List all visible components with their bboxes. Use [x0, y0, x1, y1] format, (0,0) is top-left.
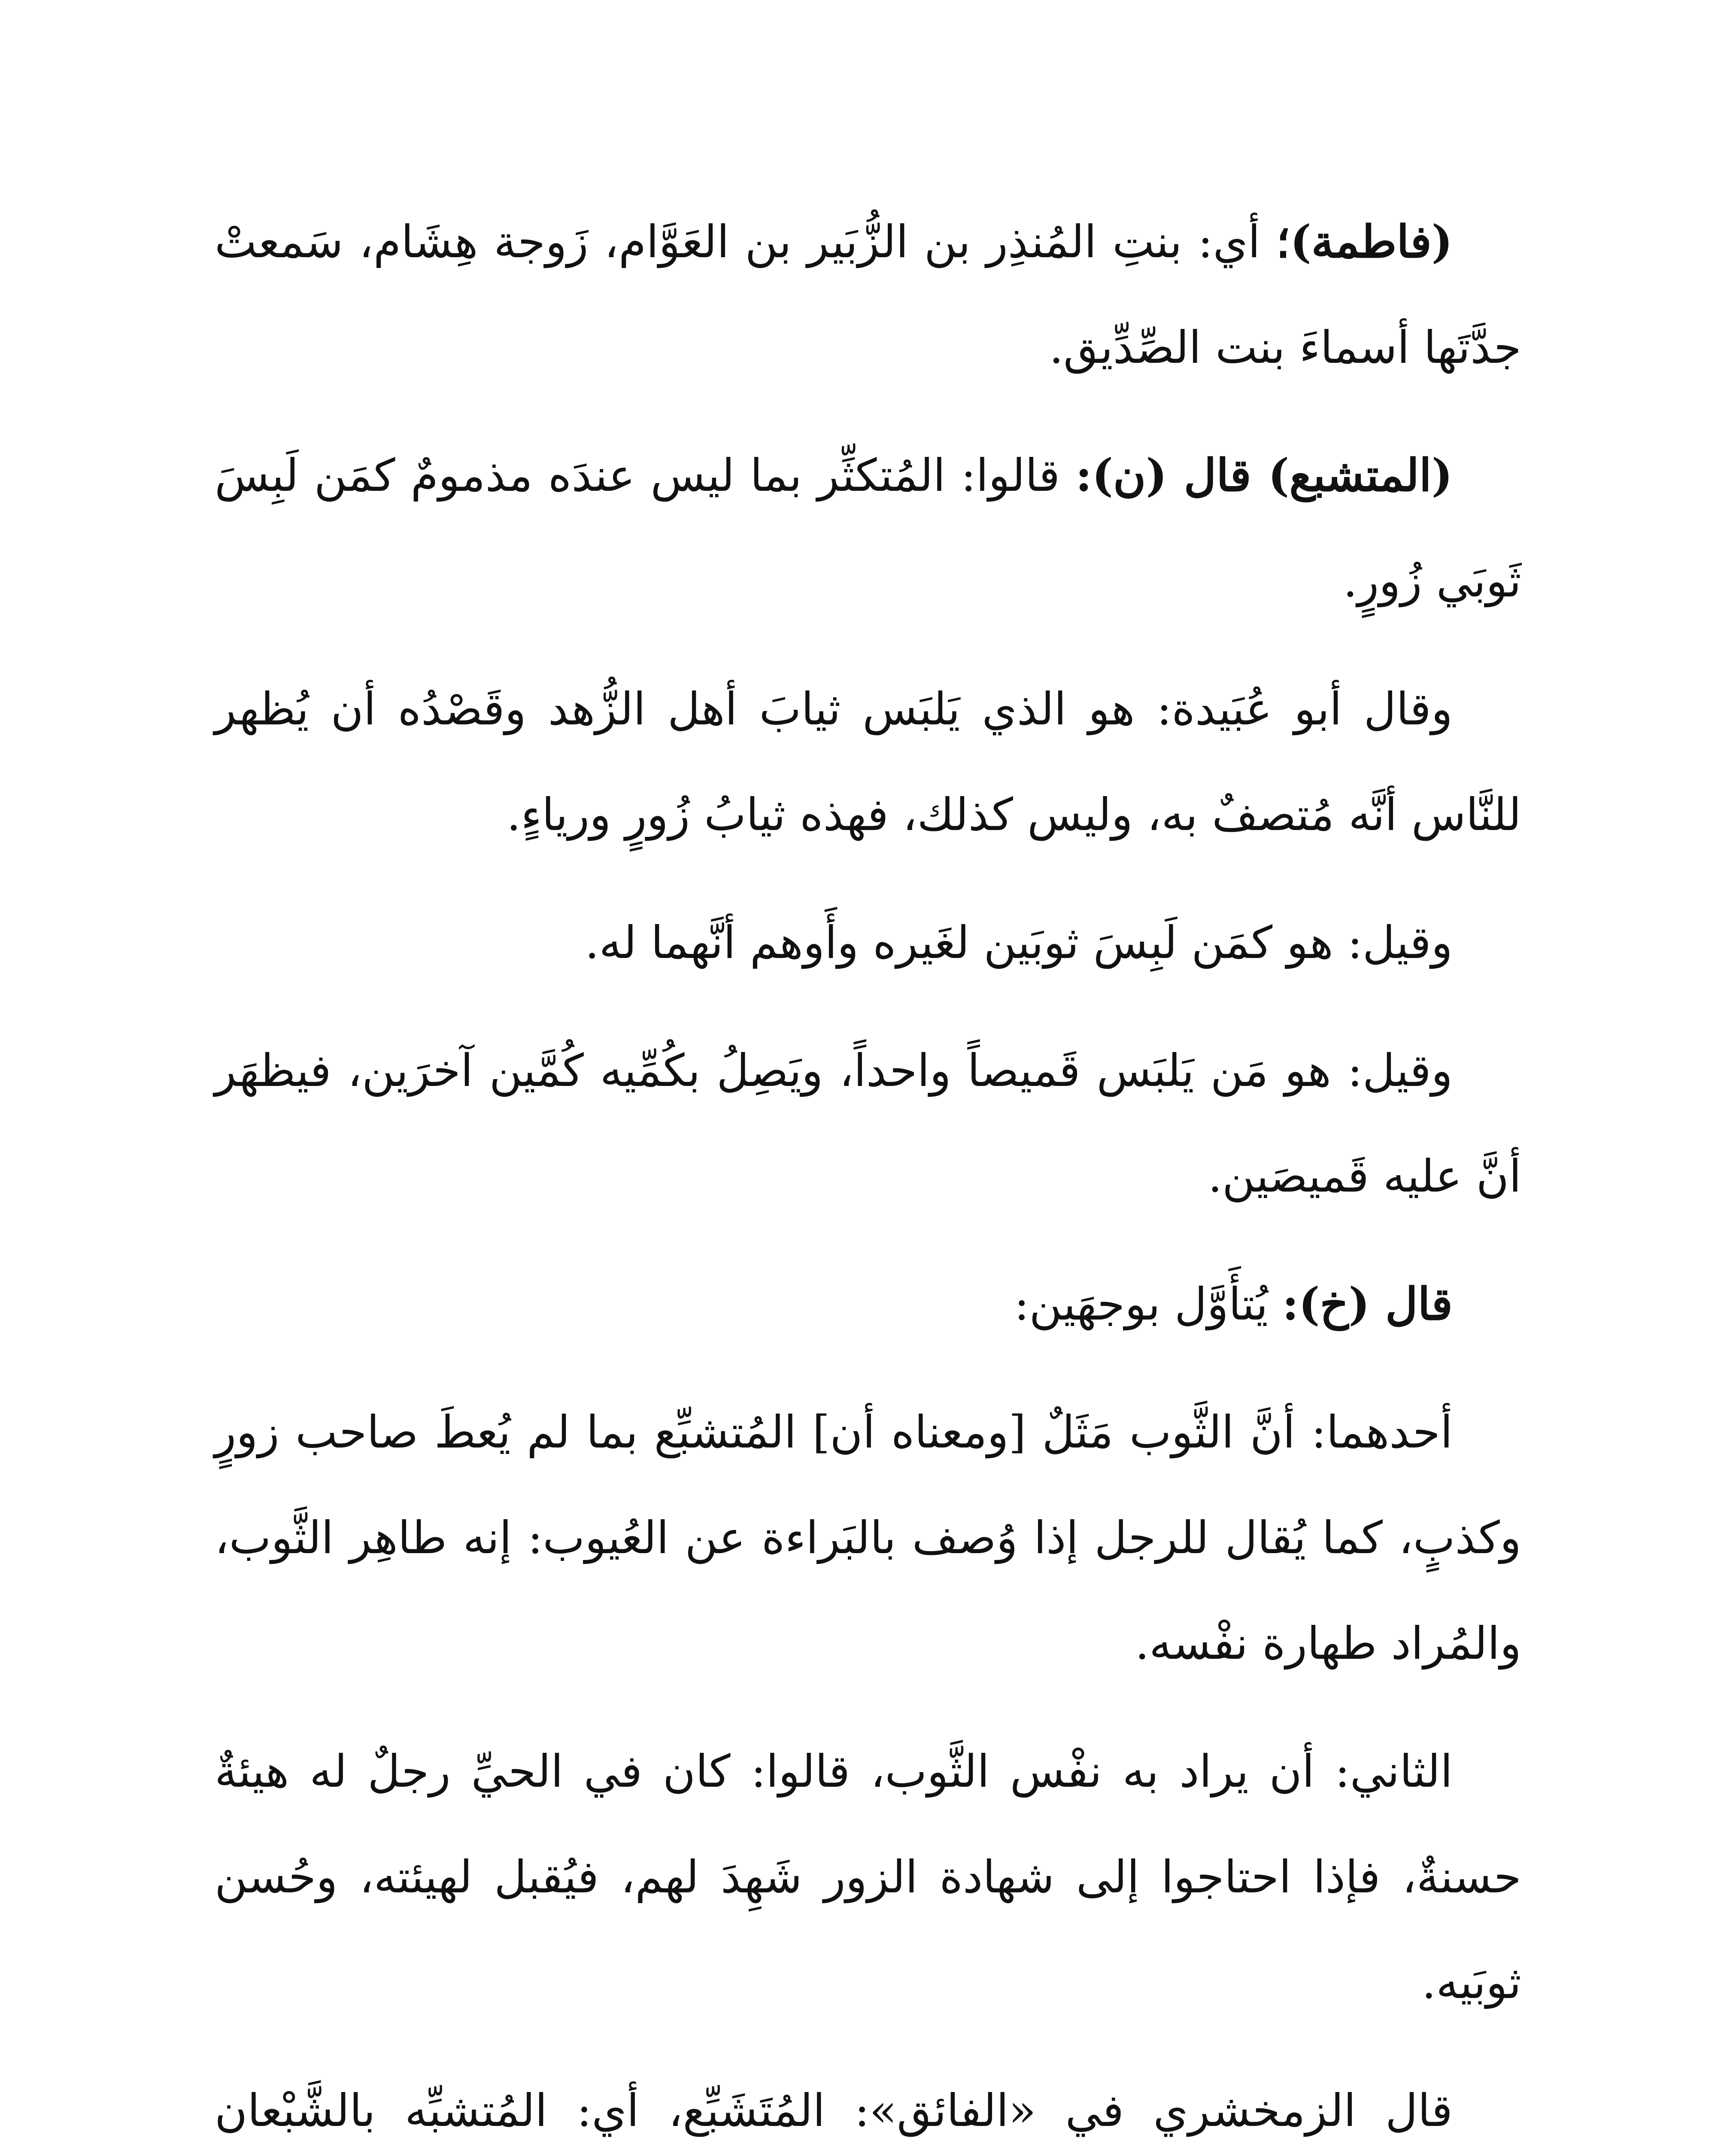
term-fatima: (فاطمة)؛: [1276, 215, 1453, 268]
paragraph-text: قالوا: المُتكثِّر بما ليس عندَه مذمومٌ كمَن لَبِسَ ثَوبَي زُورٍ.: [215, 449, 1521, 607]
paragraph-text: الثاني: أن يراد به نفْس الثَّوب، قالوا: كان في الحيِّ رجلٌ له هيئةٌ حسنةٌ، فإذا احتاجوا إلى شهادة الزور شَهِدَ لهم، فيُقبل لهيئته، وحُسن ثوبَيه.: [215, 1745, 1521, 2009]
paragraph-text: وقيل: هو كمَن لَبِسَ ثوبَين لغَيره وأَوهم أنَّهما له.: [585, 916, 1453, 969]
paragraph-qil-2: [215, 1018, 1521, 1229]
paragraph-first-meaning: [215, 1379, 1521, 1696]
paragraph-qil-1: [215, 890, 1521, 995]
paragraph-text: أحدهما: أنَّ الثَّوب مَثَلٌ [ومعناه أن] المُتشبِّع بما لم يُعطَ صاحب زورٍ وكذبٍ، كما يُقال للرجل إذا وُصف بالبَراءة عن العُيوب: إنه طاهِر الثَّوب، والمُراد طهارة نفْسه.: [215, 1406, 1521, 1670]
paragraph-abu-ubayda: [215, 656, 1521, 867]
paragraph-text: يُتأَوَّل بوجهَين:: [1014, 1278, 1282, 1330]
paragraph-zamakhshari: [215, 2058, 1521, 2147]
term-mutashabbi: (المتشبع) قال (ن):: [1075, 449, 1453, 502]
body-text: [215, 189, 1521, 2147]
paragraph-text: قال الزمخشري في «الفائق»: المُتَشَبِّع، أي: المُتشبِّه بالشَّبْعان: [215, 2084, 1453, 2137]
paragraph-fatima: [215, 189, 1521, 400]
paragraph-second-meaning: [215, 1718, 1521, 2035]
paragraph-text: وقال أبو عُبَيدة: هو الذي يَلبَس ثيابَ أهل الزُّهد وقَصْدُه أن يُظهر للنَّاس أنَّه مُتصفٌ به، وليس كذلك، فهذه ثيابُ زُورٍ ورياءٍ.: [215, 683, 1521, 841]
paragraph-qal-kh: [215, 1251, 1521, 1357]
paragraph-text: وقيل: هو مَن يَلبَس قَميصاً واحداً، ويَصِلُ بكُمِّيه كُمَّين آخرَين، فيظهَر أنَّ عليه قَميصَين.: [215, 1044, 1521, 1202]
paragraph-mutashabbi: [215, 423, 1521, 634]
paragraph-text: أي: بنتِ المُنذِر بن الزُّبَير بن العَوَّام، زَوجة هِشَام، سَمعتْ جدَّتَها أسماءَ بنت الصِّدِّيق.: [215, 216, 1521, 374]
term-qal-kh: قال (خ):: [1282, 1277, 1453, 1330]
